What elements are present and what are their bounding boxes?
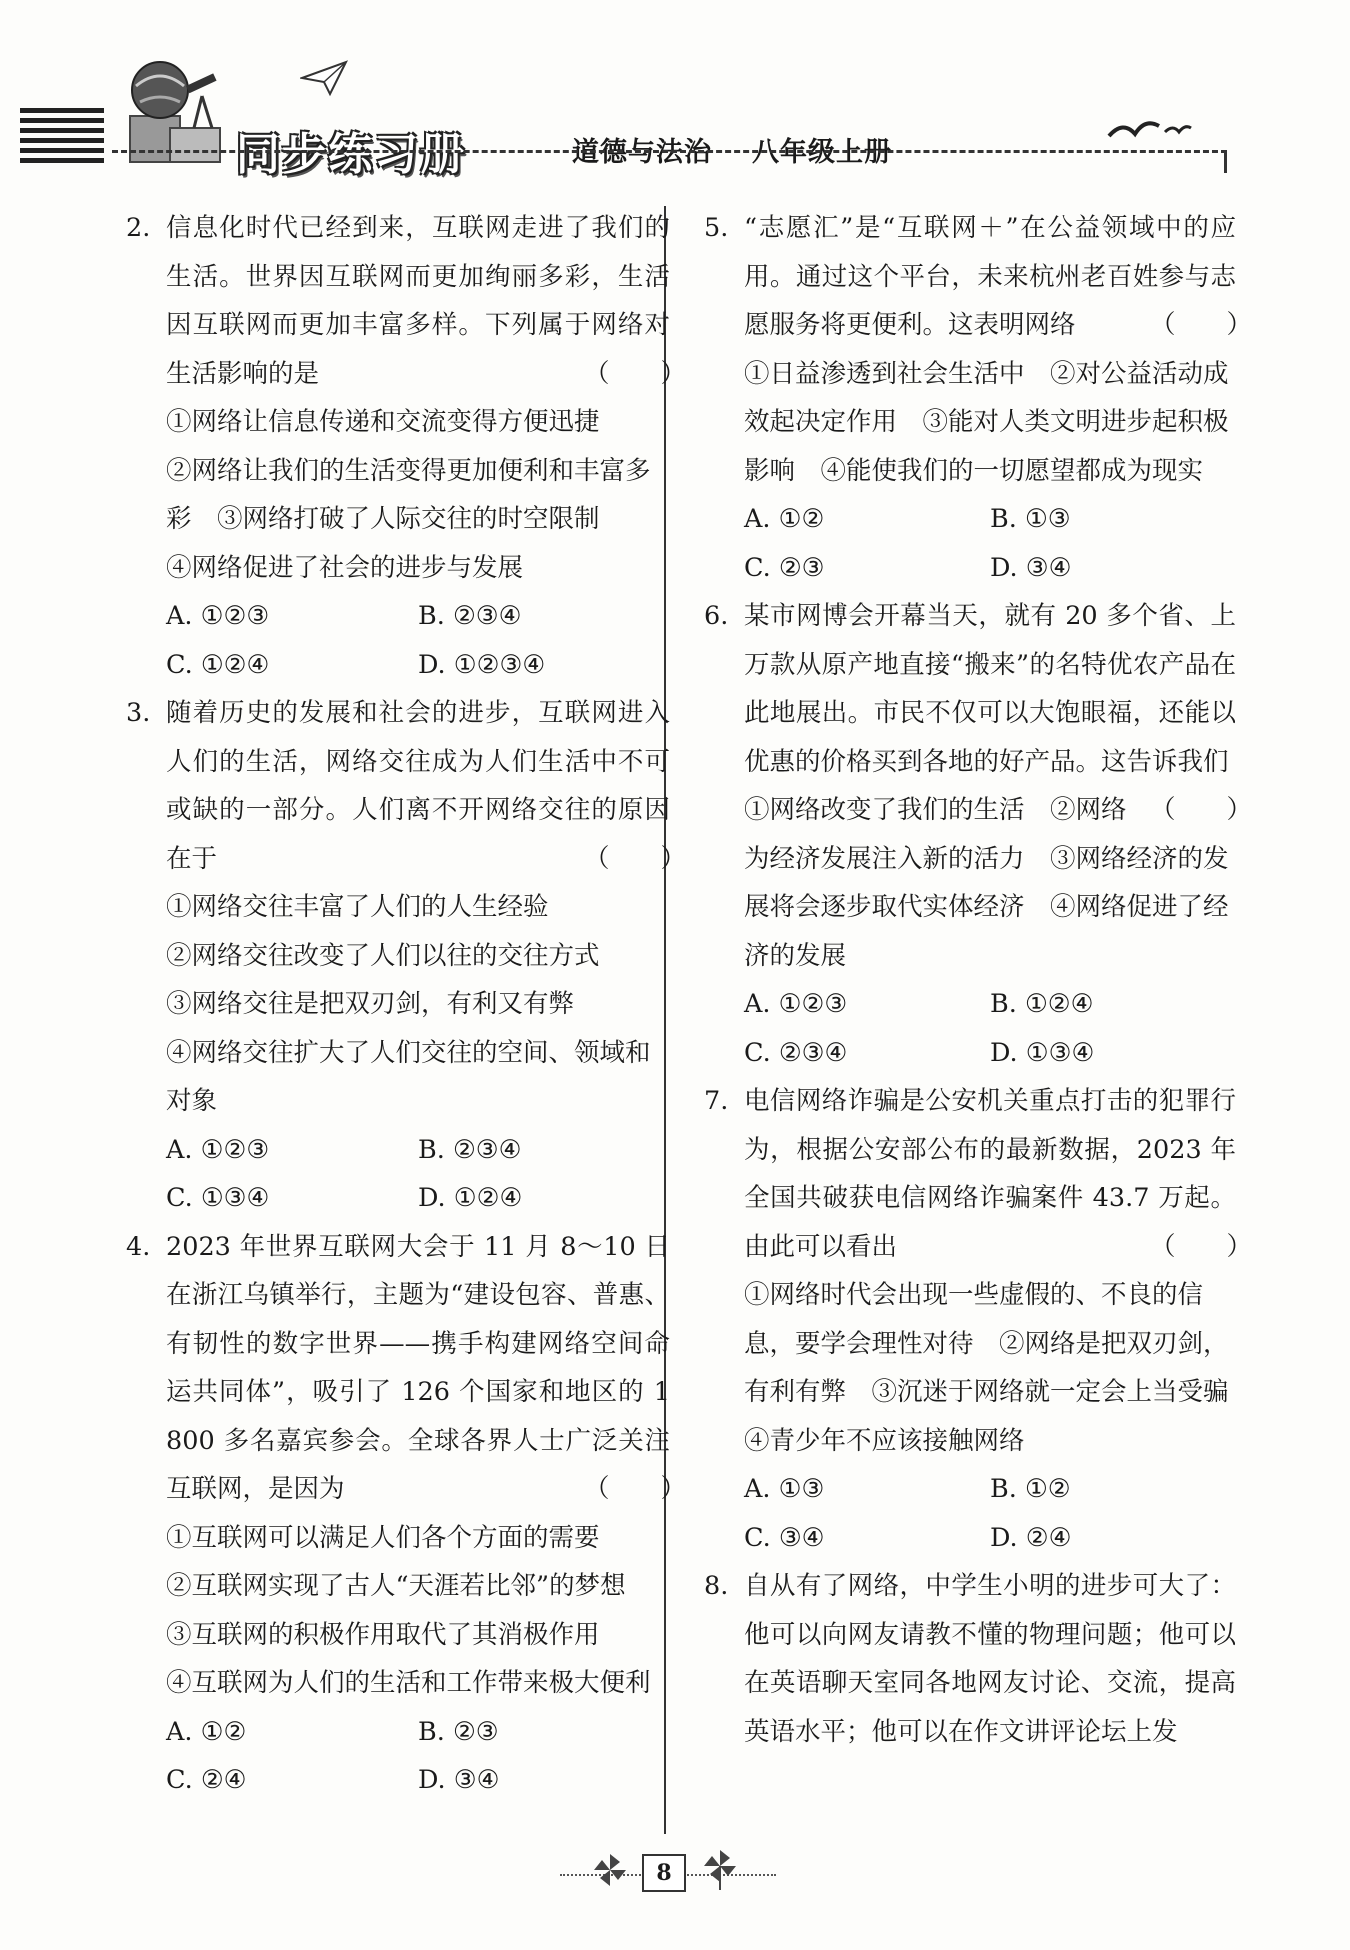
page-header	[0, 0, 1350, 200]
statement: ①网络交往丰富了人们的人生经验	[166, 892, 549, 922]
answer-choices	[744, 1465, 1236, 1562]
answer-bracket: （ ）	[584, 1474, 687, 1504]
question-number: 6.	[704, 601, 729, 631]
choice-b: B. ②③	[418, 1716, 499, 1747]
choice-d: D. ①②④	[418, 1183, 523, 1213]
question-5	[704, 204, 1253, 592]
choice-a: A. ①②	[166, 1716, 247, 1747]
birds-icon	[1105, 112, 1195, 152]
statement: ④网络交往扩大了人们交往的空间、领域和对象	[166, 1037, 651, 1116]
choice-d: D. ①③④	[990, 1037, 1095, 1068]
page-number: 8	[642, 1854, 686, 1892]
choice-a: A. ①②	[744, 504, 825, 534]
answer-bracket: （ ）	[1150, 1231, 1253, 1262]
pinwheel-icon	[590, 1850, 630, 1890]
choice-b: B. ①②	[990, 1474, 1071, 1504]
grade-label: 八年级上册	[752, 137, 892, 168]
page-footer	[0, 1820, 1350, 1920]
choice-c: C. ③④	[744, 1522, 825, 1553]
choice-c: C. ②③④	[744, 1037, 848, 1068]
choice-d: D. ③④	[418, 1765, 500, 1795]
choice-b: B. ②③④	[418, 1134, 522, 1165]
paper-plane-icon	[300, 58, 350, 98]
answer-bracket: （ ）	[1150, 795, 1253, 825]
choice-c: C. ①③④	[166, 1183, 270, 1213]
statement: ②互联网实现了古人“天涯若比邻”的梦想	[166, 1571, 626, 1601]
statement: ③互联网的积极作用取代了其消极作用	[166, 1619, 600, 1650]
answer-choices	[166, 1708, 670, 1805]
statement: ④网络促进了社会的进步与发展	[166, 552, 524, 583]
question-number: 8.	[704, 1571, 729, 1601]
answer-bracket: （ ）	[584, 843, 687, 874]
question-stem: 2023 年世界互联网大会于 11 月 8～10 日在浙江乌镇举行，主题为“建设包容、普惠、有韧性的数字世界——携手构建网络空间命运共同体”，吸引了 126 个国家和地区的 1 800 多名嘉宾参会。全球各界人士广泛关注互联网，是因为 （ ）	[166, 1223, 670, 1514]
question-stem: 自从有了网络，中学生小明的进步可大了：他可以向网友请教不懂的物理问题；他可以在英语聊天室同各地网友讨论、交流，提高英语水平；他可以在作文讲评论坛上发	[744, 1571, 1236, 1747]
choice-b: B. ①③	[990, 504, 1071, 534]
choice-a: A. ①③	[744, 1474, 825, 1504]
pinwheel-icon	[700, 1846, 740, 1890]
answer-bracket: （ ）	[1150, 310, 1253, 340]
question-number: 3.	[126, 698, 151, 728]
choice-c: C. ②③	[744, 552, 825, 583]
statement: ①网络时代会出现一些虚假的、不良的信息，要学会理性对待 ②网络是把双刃剑，有利有弊 ③沉迷于网络就一定会上当受骗 ④青少年不应该接触网络	[744, 1280, 1255, 1456]
choice-a: A. ①②③	[166, 1134, 270, 1165]
statement: ①互联网可以满足人们各个方面的需要	[166, 1522, 600, 1553]
question-7	[704, 1077, 1255, 1562]
statement: ①日益渗透到社会生活中 ②对公益活动成效起决定作用 ③能对人类文明进步起积极影响 ④能使我们的一切愿望都成为现实	[744, 358, 1229, 486]
answer-choices	[166, 592, 670, 689]
answer-choices	[166, 1126, 670, 1223]
statement: ①网络让信息传递和交流变得方便迅捷	[166, 407, 600, 437]
statement: ②网络让我们的生活变得更加便利和丰富多彩 ③网络打破了人际交往的时空限制	[166, 455, 651, 534]
statement: ①网络改变了我们的生活 ②网络为经济发展注入新的活力 ③网络经济的发展将会逐步取代实体经济 ④网络促进了经济的发展	[744, 795, 1229, 971]
left-column	[126, 204, 687, 1805]
question-3	[126, 689, 687, 1223]
question-stem: 某市网博会开幕当天，就有 20 多个省、上万款从原产地直接“搬来”的名特优农产品在此地展出。市民不仅可以大饱眼福，还能以优惠的价格买到各地的好产品。这告诉我们 （ ）	[744, 592, 1236, 786]
choice-c: C. ①②④	[166, 649, 270, 680]
choice-d: D. ①②③④	[418, 649, 546, 680]
answer-bracket: （ ）	[584, 358, 687, 389]
choice-a: A. ①②③	[166, 601, 270, 631]
choice-a: A. ①②③	[744, 989, 848, 1019]
question-6	[704, 592, 1253, 1077]
question-number: 4.	[126, 1231, 151, 1262]
question-stem: “志愿汇”是“互联网＋”在公益领域中的应用。通过这个平台，未来杭州老百姓参与志愿服务将更便利。这表明网络 （ ）	[744, 204, 1236, 350]
question-8	[704, 1562, 1236, 1756]
question-number: 7.	[704, 1086, 729, 1116]
header-stripes	[20, 108, 104, 168]
statement: ④互联网为人们的生活和工作带来极大便利	[166, 1668, 651, 1698]
choice-b: B. ①②④	[990, 989, 1094, 1019]
right-column	[704, 204, 1255, 1756]
choice-d: D. ③④	[990, 552, 1072, 583]
question-stem: 随着历史的发展和社会的进步，互联网进入人们的生活，网络交往成为人们生活中不可或缺的一部分。人们离不开网络交往的原因在于 （ ）	[166, 689, 670, 883]
question-4	[126, 1223, 687, 1805]
statement: ③网络交往是把双刃剑，有利又有弊	[166, 989, 575, 1019]
subject-label: 道德与法治	[572, 137, 712, 168]
choice-c: C. ②④	[166, 1765, 247, 1795]
question-stem: 信息化时代已经到来，互联网走进了我们的生活。世界因互联网而更加绚丽多彩，生活因互联网而更加丰富多样。下列属于网络对生活影响的是 （ ）	[166, 204, 670, 398]
header-dashed-band	[112, 150, 1227, 173]
book-title: 同步练习册	[236, 129, 466, 180]
statement: ②网络交往改变了人们以往的交往方式	[166, 940, 600, 971]
question-2	[126, 204, 687, 689]
choice-d: D. ②④	[990, 1522, 1072, 1553]
question-number: 2.	[126, 213, 151, 243]
answer-choices	[744, 980, 1236, 1077]
question-stem: 电信网络诈骗是公安机关重点打击的犯罪行为，根据公安部公布的最新数据，2023 年全国共破获电信网络诈骗案件 43.7 万起。由此可以看出 （ ）	[744, 1077, 1236, 1271]
choice-b: B. ②③④	[418, 601, 522, 631]
answer-choices	[744, 495, 1236, 592]
question-number: 5.	[704, 213, 729, 243]
